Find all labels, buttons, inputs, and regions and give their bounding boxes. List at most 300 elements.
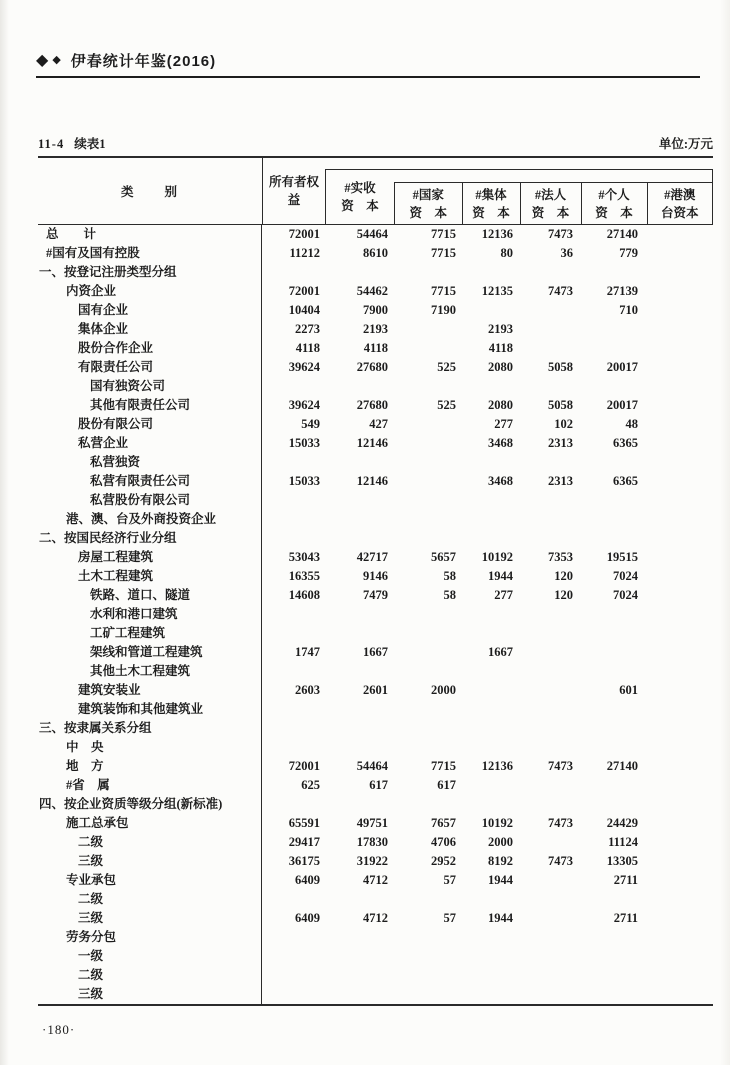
value-cell bbox=[517, 795, 577, 814]
value-cell bbox=[642, 833, 713, 852]
value-cell bbox=[262, 662, 324, 681]
value-cell bbox=[517, 320, 577, 339]
row-label: 建筑安装业 bbox=[38, 681, 262, 700]
value-cell: 48 bbox=[625, 417, 638, 431]
value-cell bbox=[262, 263, 324, 282]
value-cell bbox=[460, 719, 517, 738]
value-cell bbox=[517, 719, 577, 738]
value-cell: 2193 bbox=[488, 322, 513, 336]
table-row bbox=[38, 776, 713, 795]
table-row bbox=[38, 567, 713, 586]
value-cell: 14608 bbox=[288, 588, 320, 602]
row-label: 专业承包 bbox=[38, 871, 262, 890]
row-label: 房屋工程建筑 bbox=[38, 548, 262, 567]
value-cell bbox=[262, 510, 324, 529]
value-cell: 7190 bbox=[431, 303, 456, 317]
yearbook-title: 伊春统计年鉴(2016) bbox=[70, 53, 217, 70]
value-cell bbox=[392, 643, 460, 662]
value-cell bbox=[642, 548, 713, 567]
value-cell: 7715 bbox=[431, 246, 456, 260]
value-cell: 12135 bbox=[481, 284, 513, 298]
row-label: 其他土木工程建筑 bbox=[38, 662, 262, 681]
value-cell bbox=[262, 491, 324, 510]
value-cell: 525 bbox=[437, 360, 456, 374]
value-cell bbox=[262, 947, 324, 966]
value-cell bbox=[392, 320, 460, 339]
value-cell bbox=[642, 282, 713, 301]
value-cell: 7473 bbox=[548, 759, 573, 773]
value-cell bbox=[324, 890, 392, 909]
table-row bbox=[38, 358, 713, 377]
table-row bbox=[38, 472, 713, 491]
value-cell bbox=[392, 700, 460, 719]
value-cell bbox=[577, 928, 642, 947]
value-cell: 617 bbox=[437, 778, 456, 792]
table-row bbox=[38, 529, 713, 548]
col-header-personal-capital: #个人 资 本 bbox=[581, 183, 647, 224]
value-cell bbox=[642, 719, 713, 738]
value-cell bbox=[577, 320, 642, 339]
value-cell: 4712 bbox=[363, 873, 388, 887]
value-cell bbox=[460, 301, 517, 320]
value-cell bbox=[517, 624, 577, 643]
row-label: 总 计 bbox=[38, 225, 262, 244]
value-cell: 7024 bbox=[613, 569, 638, 583]
value-cell bbox=[460, 928, 517, 947]
row-label: 三级 bbox=[38, 909, 262, 928]
value-cell: 6409 bbox=[295, 873, 320, 887]
value-cell bbox=[577, 605, 642, 624]
value-cell: 2193 bbox=[363, 322, 388, 336]
value-cell bbox=[642, 244, 713, 263]
row-label: 其他有限责任公司 bbox=[38, 396, 262, 415]
col-header-paid-in-capital: #实收 资 本 bbox=[341, 180, 379, 213]
value-cell: 10404 bbox=[288, 303, 320, 317]
value-cell bbox=[392, 719, 460, 738]
value-cell bbox=[262, 719, 324, 738]
value-cell bbox=[460, 985, 517, 1004]
page-header bbox=[36, 50, 700, 78]
value-cell bbox=[517, 529, 577, 548]
value-cell: 49751 bbox=[356, 816, 388, 830]
value-cell bbox=[324, 491, 392, 510]
value-cell bbox=[577, 890, 642, 909]
row-label: 股份合作企业 bbox=[38, 339, 262, 358]
value-cell bbox=[262, 985, 324, 1004]
value-cell bbox=[262, 795, 324, 814]
value-cell bbox=[642, 662, 713, 681]
value-cell bbox=[324, 795, 392, 814]
value-cell bbox=[642, 415, 713, 434]
table-row bbox=[38, 624, 713, 643]
value-cell: 2603 bbox=[295, 683, 320, 697]
value-cell: 4118 bbox=[363, 341, 388, 355]
value-cell: 6365 bbox=[613, 474, 638, 488]
table-row bbox=[38, 719, 713, 738]
value-cell: 27680 bbox=[356, 360, 388, 374]
value-cell bbox=[577, 966, 642, 985]
value-cell: 36175 bbox=[288, 854, 320, 868]
row-label: 一级 bbox=[38, 947, 262, 966]
value-cell: 102 bbox=[554, 417, 573, 431]
value-cell bbox=[642, 890, 713, 909]
value-cell: 54464 bbox=[356, 759, 388, 773]
value-cell bbox=[517, 776, 577, 795]
table-row bbox=[38, 985, 713, 1004]
value-cell: 6365 bbox=[613, 436, 638, 450]
value-cell bbox=[642, 396, 713, 415]
value-cell bbox=[642, 320, 713, 339]
value-cell bbox=[577, 377, 642, 396]
value-cell: 2000 bbox=[431, 683, 456, 697]
value-cell bbox=[517, 871, 577, 890]
value-cell bbox=[392, 415, 460, 434]
value-cell: 58 bbox=[443, 569, 456, 583]
col-header-collective-capital: #集体 资 本 bbox=[462, 183, 520, 224]
value-cell: 57 bbox=[443, 873, 456, 887]
value-cell bbox=[642, 301, 713, 320]
value-cell: 72001 bbox=[288, 759, 320, 773]
value-cell bbox=[392, 947, 460, 966]
value-cell bbox=[392, 985, 460, 1004]
value-cell bbox=[460, 947, 517, 966]
value-cell bbox=[262, 738, 324, 757]
value-cell: 10192 bbox=[481, 816, 513, 830]
row-label: 一、按登记注册类型分组 bbox=[38, 263, 262, 282]
table-row bbox=[38, 662, 713, 681]
value-cell bbox=[642, 928, 713, 947]
value-cell bbox=[460, 776, 517, 795]
value-cell: 7473 bbox=[548, 816, 573, 830]
value-cell bbox=[642, 795, 713, 814]
value-cell bbox=[642, 700, 713, 719]
value-cell bbox=[577, 339, 642, 358]
row-label: 二级 bbox=[38, 890, 262, 909]
col-header-hk-macao-taiwan-capital: #港澳 台资本 bbox=[647, 183, 713, 224]
value-cell: 57 bbox=[443, 911, 456, 925]
value-cell bbox=[642, 263, 713, 282]
col-header-legal-person-capital: #法人 资 本 bbox=[520, 183, 581, 224]
value-cell: 617 bbox=[369, 778, 388, 792]
value-cell bbox=[517, 662, 577, 681]
value-cell: 27140 bbox=[606, 227, 638, 241]
table-row bbox=[38, 814, 713, 833]
table-row bbox=[38, 510, 713, 529]
table-row bbox=[38, 301, 713, 320]
row-label: 土木工程建筑 bbox=[38, 567, 262, 586]
value-cell bbox=[517, 605, 577, 624]
value-cell bbox=[324, 529, 392, 548]
value-cell bbox=[392, 472, 460, 491]
row-label: #省 属 bbox=[38, 776, 262, 795]
value-cell bbox=[460, 491, 517, 510]
value-cell: 11124 bbox=[608, 835, 638, 849]
value-cell bbox=[324, 605, 392, 624]
value-cell: 8610 bbox=[363, 246, 388, 260]
value-cell bbox=[517, 890, 577, 909]
row-label: 中 央 bbox=[38, 738, 262, 757]
value-cell: 2711 bbox=[613, 911, 638, 925]
value-cell bbox=[642, 358, 713, 377]
table-number: 11-4 bbox=[38, 137, 65, 151]
value-cell: 1944 bbox=[488, 911, 513, 925]
value-cell bbox=[324, 928, 392, 947]
value-cell bbox=[460, 624, 517, 643]
col-header-category: 类 别 bbox=[38, 158, 263, 224]
table-row bbox=[38, 282, 713, 301]
value-cell: 54464 bbox=[356, 227, 388, 241]
value-cell bbox=[262, 890, 324, 909]
row-label: 港、澳、台及外商投资企业 bbox=[38, 510, 262, 529]
value-cell: 15033 bbox=[288, 474, 320, 488]
value-cell: 7473 bbox=[548, 227, 573, 241]
value-cell bbox=[577, 738, 642, 757]
value-cell bbox=[262, 605, 324, 624]
value-cell bbox=[642, 814, 713, 833]
row-label: 建筑装饰和其他建筑业 bbox=[38, 700, 262, 719]
value-cell: 36 bbox=[560, 246, 573, 260]
value-cell: 7473 bbox=[548, 854, 573, 868]
value-cell: 2601 bbox=[363, 683, 388, 697]
value-cell bbox=[517, 738, 577, 757]
capital-sub-headers bbox=[394, 182, 712, 224]
value-cell bbox=[577, 776, 642, 795]
table-row bbox=[38, 833, 713, 852]
value-cell bbox=[517, 947, 577, 966]
value-cell bbox=[324, 453, 392, 472]
value-cell: 710 bbox=[619, 303, 638, 317]
value-cell bbox=[517, 681, 577, 700]
table-row bbox=[38, 890, 713, 909]
value-cell: 72001 bbox=[288, 284, 320, 298]
value-cell: 120 bbox=[554, 588, 573, 602]
value-cell bbox=[392, 795, 460, 814]
value-cell bbox=[392, 377, 460, 396]
value-cell: 27140 bbox=[606, 759, 638, 773]
value-cell bbox=[460, 795, 517, 814]
table-row bbox=[38, 909, 713, 928]
value-cell: 3468 bbox=[488, 436, 513, 450]
value-cell: 4706 bbox=[431, 835, 456, 849]
table-row bbox=[38, 320, 713, 339]
value-cell: 6409 bbox=[295, 911, 320, 925]
value-cell: 4118 bbox=[488, 341, 513, 355]
value-cell: 24429 bbox=[606, 816, 638, 830]
value-cell: 2711 bbox=[613, 873, 638, 887]
value-cell: 4712 bbox=[363, 911, 388, 925]
table-row bbox=[38, 548, 713, 567]
value-cell: 1944 bbox=[488, 569, 513, 583]
col-header-state-capital: #国家 资 本 bbox=[394, 183, 462, 224]
value-cell bbox=[517, 985, 577, 1004]
table-meta-row bbox=[38, 134, 713, 152]
table-number-and-subtitle bbox=[38, 134, 106, 152]
table-row bbox=[38, 700, 713, 719]
table-row bbox=[38, 415, 713, 434]
value-cell bbox=[517, 833, 577, 852]
value-cell bbox=[262, 624, 324, 643]
value-cell: 7479 bbox=[363, 588, 388, 602]
value-cell bbox=[324, 738, 392, 757]
value-cell bbox=[460, 662, 517, 681]
value-cell: 12136 bbox=[481, 227, 513, 241]
value-cell bbox=[460, 966, 517, 985]
value-cell bbox=[517, 700, 577, 719]
value-cell: 5058 bbox=[548, 398, 573, 412]
value-cell: 27680 bbox=[356, 398, 388, 412]
value-cell: 625 bbox=[301, 778, 320, 792]
value-cell bbox=[517, 510, 577, 529]
table-row bbox=[38, 339, 713, 358]
table-row bbox=[38, 491, 713, 510]
value-cell bbox=[392, 529, 460, 548]
row-label: 三级 bbox=[38, 985, 262, 1004]
value-cell bbox=[642, 434, 713, 453]
value-cell bbox=[517, 643, 577, 662]
table-row bbox=[38, 681, 713, 700]
value-cell bbox=[324, 377, 392, 396]
value-cell bbox=[262, 453, 324, 472]
value-cell bbox=[642, 605, 713, 624]
value-cell bbox=[642, 776, 713, 795]
value-cell bbox=[642, 681, 713, 700]
value-cell: 601 bbox=[619, 683, 638, 697]
value-cell: 427 bbox=[369, 417, 388, 431]
value-cell: 7715 bbox=[431, 284, 456, 298]
value-cell: 1667 bbox=[363, 645, 388, 659]
value-cell: 4118 bbox=[295, 341, 320, 355]
value-cell: 7715 bbox=[431, 227, 456, 241]
row-label: 四、按企业资质等级分组(新标准) bbox=[38, 795, 262, 814]
row-label: 架线和管道工程建筑 bbox=[38, 643, 262, 662]
value-cell bbox=[642, 871, 713, 890]
diamond-small-icon: ◆ bbox=[52, 54, 61, 66]
value-cell bbox=[324, 510, 392, 529]
value-cell bbox=[642, 377, 713, 396]
value-cell bbox=[460, 453, 517, 472]
value-cell: 27139 bbox=[606, 284, 638, 298]
value-cell: 5058 bbox=[548, 360, 573, 374]
value-cell bbox=[642, 529, 713, 548]
value-cell bbox=[262, 377, 324, 396]
row-label: 水利和港口建筑 bbox=[38, 605, 262, 624]
value-cell: 1667 bbox=[488, 645, 513, 659]
value-cell: 13305 bbox=[606, 854, 638, 868]
row-label: 国有独资公司 bbox=[38, 377, 262, 396]
diamond-large-icon: ◆ bbox=[36, 51, 49, 69]
value-cell bbox=[460, 890, 517, 909]
value-cell: 20017 bbox=[606, 398, 638, 412]
value-cell: 1747 bbox=[295, 645, 320, 659]
value-cell: 1944 bbox=[488, 873, 513, 887]
value-cell bbox=[517, 909, 577, 928]
value-cell: 2080 bbox=[488, 360, 513, 374]
value-cell: 12146 bbox=[356, 474, 388, 488]
value-cell bbox=[577, 510, 642, 529]
value-cell: 120 bbox=[554, 569, 573, 583]
row-label: 三、按隶属关系分组 bbox=[38, 719, 262, 738]
capital-header-group bbox=[325, 169, 713, 224]
value-cell bbox=[460, 700, 517, 719]
value-cell: 39624 bbox=[288, 398, 320, 412]
value-cell: 39624 bbox=[288, 360, 320, 374]
value-cell bbox=[324, 263, 392, 282]
value-cell: 31922 bbox=[356, 854, 388, 868]
value-cell bbox=[577, 985, 642, 1004]
row-label: 二级 bbox=[38, 833, 262, 852]
value-cell: 10192 bbox=[481, 550, 513, 564]
row-label: 私营企业 bbox=[38, 434, 262, 453]
value-cell bbox=[517, 301, 577, 320]
table-row bbox=[38, 871, 713, 890]
row-label: 铁路、道口、隧道 bbox=[38, 586, 262, 605]
value-cell bbox=[262, 966, 324, 985]
value-cell bbox=[392, 263, 460, 282]
value-cell: 19515 bbox=[606, 550, 638, 564]
row-label: 国有企业 bbox=[38, 301, 262, 320]
table-row bbox=[38, 738, 713, 757]
table-row bbox=[38, 263, 713, 282]
row-label: 工矿工程建筑 bbox=[38, 624, 262, 643]
value-cell bbox=[392, 890, 460, 909]
value-cell bbox=[577, 491, 642, 510]
value-cell bbox=[324, 700, 392, 719]
value-cell: 7353 bbox=[548, 550, 573, 564]
value-cell bbox=[460, 605, 517, 624]
value-cell bbox=[577, 529, 642, 548]
value-cell bbox=[642, 852, 713, 871]
value-cell: 12146 bbox=[356, 436, 388, 450]
value-cell: 42717 bbox=[356, 550, 388, 564]
value-cell bbox=[460, 510, 517, 529]
value-cell: 2273 bbox=[295, 322, 320, 336]
table-row bbox=[38, 453, 713, 472]
row-label: 二级 bbox=[38, 966, 262, 985]
value-cell bbox=[642, 738, 713, 757]
value-cell bbox=[262, 928, 324, 947]
value-cell: 779 bbox=[619, 246, 638, 260]
value-cell bbox=[642, 586, 713, 605]
value-cell: 277 bbox=[494, 588, 513, 602]
value-cell bbox=[392, 624, 460, 643]
value-cell bbox=[324, 662, 392, 681]
table-row bbox=[38, 643, 713, 662]
row-label: 地 方 bbox=[38, 757, 262, 776]
value-cell bbox=[517, 377, 577, 396]
value-cell: 2952 bbox=[431, 854, 456, 868]
value-cell bbox=[460, 738, 517, 757]
value-cell bbox=[517, 263, 577, 282]
value-cell bbox=[392, 453, 460, 472]
value-cell: 7024 bbox=[613, 588, 638, 602]
value-cell bbox=[392, 966, 460, 985]
col-header-owners-equity: 所有者权 益 bbox=[268, 174, 319, 207]
row-label: 劳务分包 bbox=[38, 928, 262, 947]
value-cell bbox=[262, 529, 324, 548]
value-cell bbox=[262, 700, 324, 719]
value-cell: 58 bbox=[443, 588, 456, 602]
row-label: 私营股份有限公司 bbox=[38, 491, 262, 510]
value-cell: 2080 bbox=[488, 398, 513, 412]
row-label: 有限责任公司 bbox=[38, 358, 262, 377]
value-cell bbox=[392, 491, 460, 510]
table-row bbox=[38, 795, 713, 814]
value-cell bbox=[392, 738, 460, 757]
value-cell bbox=[460, 529, 517, 548]
value-cell: 8192 bbox=[488, 854, 513, 868]
value-cell bbox=[392, 339, 460, 358]
value-cell bbox=[392, 928, 460, 947]
